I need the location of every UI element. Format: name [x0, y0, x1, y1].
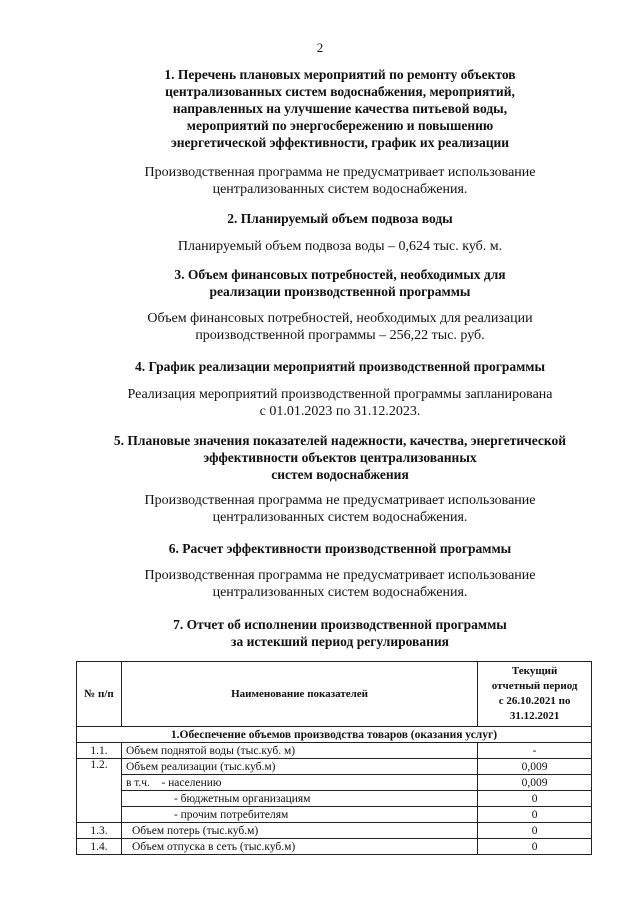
table-row	[77, 759, 592, 775]
header-num: № п/п	[77, 662, 122, 727]
section-3-text	[40, 310, 640, 344]
section-6-heading	[40, 540, 640, 557]
text-line: Объем финансовых потребностей, необходимых для реализации	[147, 311, 533, 326]
text-line: централизованных систем водоснабжения.	[212, 585, 468, 600]
row-num: 1.3.	[77, 823, 122, 839]
row-name: - бюджетным организациям	[121, 791, 477, 807]
heading-line: 5. Плановые значения показателей надежности, качества, энергетической	[113, 433, 567, 448]
table-header-row	[77, 662, 592, 727]
row-prefix: в т.ч.	[125, 776, 150, 789]
header-name: Наименование показателей	[121, 662, 477, 727]
section-2-text	[40, 238, 640, 255]
text-line: Планируемый объем подвоза воды – 0,624 тыс. куб. м.	[177, 239, 503, 254]
section-2-heading	[40, 210, 640, 227]
row-name: Объем поднятой воды (тыс.куб. м)	[121, 743, 477, 759]
table-row	[77, 743, 592, 759]
heading-line: за истекший период регулирования	[231, 634, 449, 649]
row-name: - прочим потребителям	[121, 807, 477, 823]
row-num: 1.4.	[77, 839, 122, 855]
text-line: централизованных систем водоснабжения.	[212, 182, 468, 197]
section-3-heading	[40, 266, 640, 300]
header-period-line: с 26.10.2021 по	[498, 695, 571, 707]
heading-line: эффективности объектов централизованных	[203, 450, 477, 465]
row-value: 0	[478, 839, 592, 855]
text-line: Производственная программа не предусматривает использование	[144, 568, 536, 583]
table-row	[77, 807, 592, 823]
section-1-text	[40, 164, 640, 198]
text-line: Производственная программа не предусматривает использование	[144, 493, 536, 508]
row-value: -	[478, 743, 592, 759]
section-1-heading	[40, 66, 640, 151]
header-period	[478, 662, 592, 727]
heading-line: 6. Расчет эффективности производственной программы	[168, 541, 512, 556]
heading-line: направленных на улучшение качества питьевой воды,	[172, 101, 508, 116]
section-5-text	[40, 492, 640, 526]
heading-line: 1. Перечень плановых мероприятий по ремонту объектов	[164, 67, 516, 82]
table-row	[77, 791, 592, 807]
table-row	[77, 823, 592, 839]
page-number: 2	[316, 40, 324, 55]
section-4-heading	[40, 358, 640, 375]
section-6-text	[40, 567, 640, 601]
text-line: централизованных систем водоснабжения.	[212, 510, 468, 525]
header-period-line: 31.12.2021	[509, 710, 560, 722]
heading-line: централизованных систем водоснабжения, мероприятий,	[165, 84, 515, 99]
row-num: 1.1.	[77, 743, 122, 759]
section-4-text	[40, 386, 640, 420]
row-value: 0,009	[478, 775, 592, 791]
row-name: Объем реализации (тыс.куб.м)	[121, 759, 477, 775]
text-line: с 01.01.2023 по 31.12.2023.	[259, 404, 421, 419]
row-value: 0	[478, 823, 592, 839]
header-period-line: отчетный период	[491, 680, 578, 692]
row-value: 0	[478, 807, 592, 823]
heading-line: 2. Планируемый объем подвоза воды	[227, 211, 453, 226]
row-name: Объем потерь (тыс.куб.м)	[121, 823, 477, 839]
row-name	[121, 775, 477, 791]
heading-line: реализации производственной программы	[209, 284, 471, 299]
header-period-line: Текущий	[511, 665, 558, 677]
heading-line: мероприятий по энергосбережению и повышению	[186, 118, 494, 133]
row-value: 0	[478, 791, 592, 807]
heading-line: 4. График реализации мероприятий производственной программы	[134, 359, 546, 374]
heading-line: 7. Отчет об исполнении производственной программы	[173, 617, 507, 632]
section-5-heading	[40, 432, 640, 483]
table-row	[77, 839, 592, 855]
table-row	[77, 775, 592, 791]
heading-line: 3. Объем финансовых потребностей, необходимых для	[174, 267, 506, 282]
section-title: 1.Обеспечение объемов производства товаров (оказания услуг)	[77, 727, 592, 743]
section-7-heading	[40, 616, 640, 650]
row-value: 0,009	[478, 759, 592, 775]
heading-line: систем водоснабжения	[271, 467, 409, 482]
row-num: 1.2.	[77, 759, 122, 823]
row-subname: - населению	[161, 776, 222, 789]
report-table	[76, 661, 592, 855]
heading-line: энергетической эффективности, график их реализации	[170, 135, 510, 150]
text-line: Производственная программа не предусматривает использование	[144, 165, 536, 180]
text-line: производственной программы – 256,22 тыс. руб.	[195, 328, 485, 343]
row-name: Объем отпуска в сеть (тыс.куб.м)	[121, 839, 477, 855]
text-line: Реализация мероприятий производственной программы запланирована	[127, 387, 553, 402]
table-section-row	[77, 727, 592, 743]
